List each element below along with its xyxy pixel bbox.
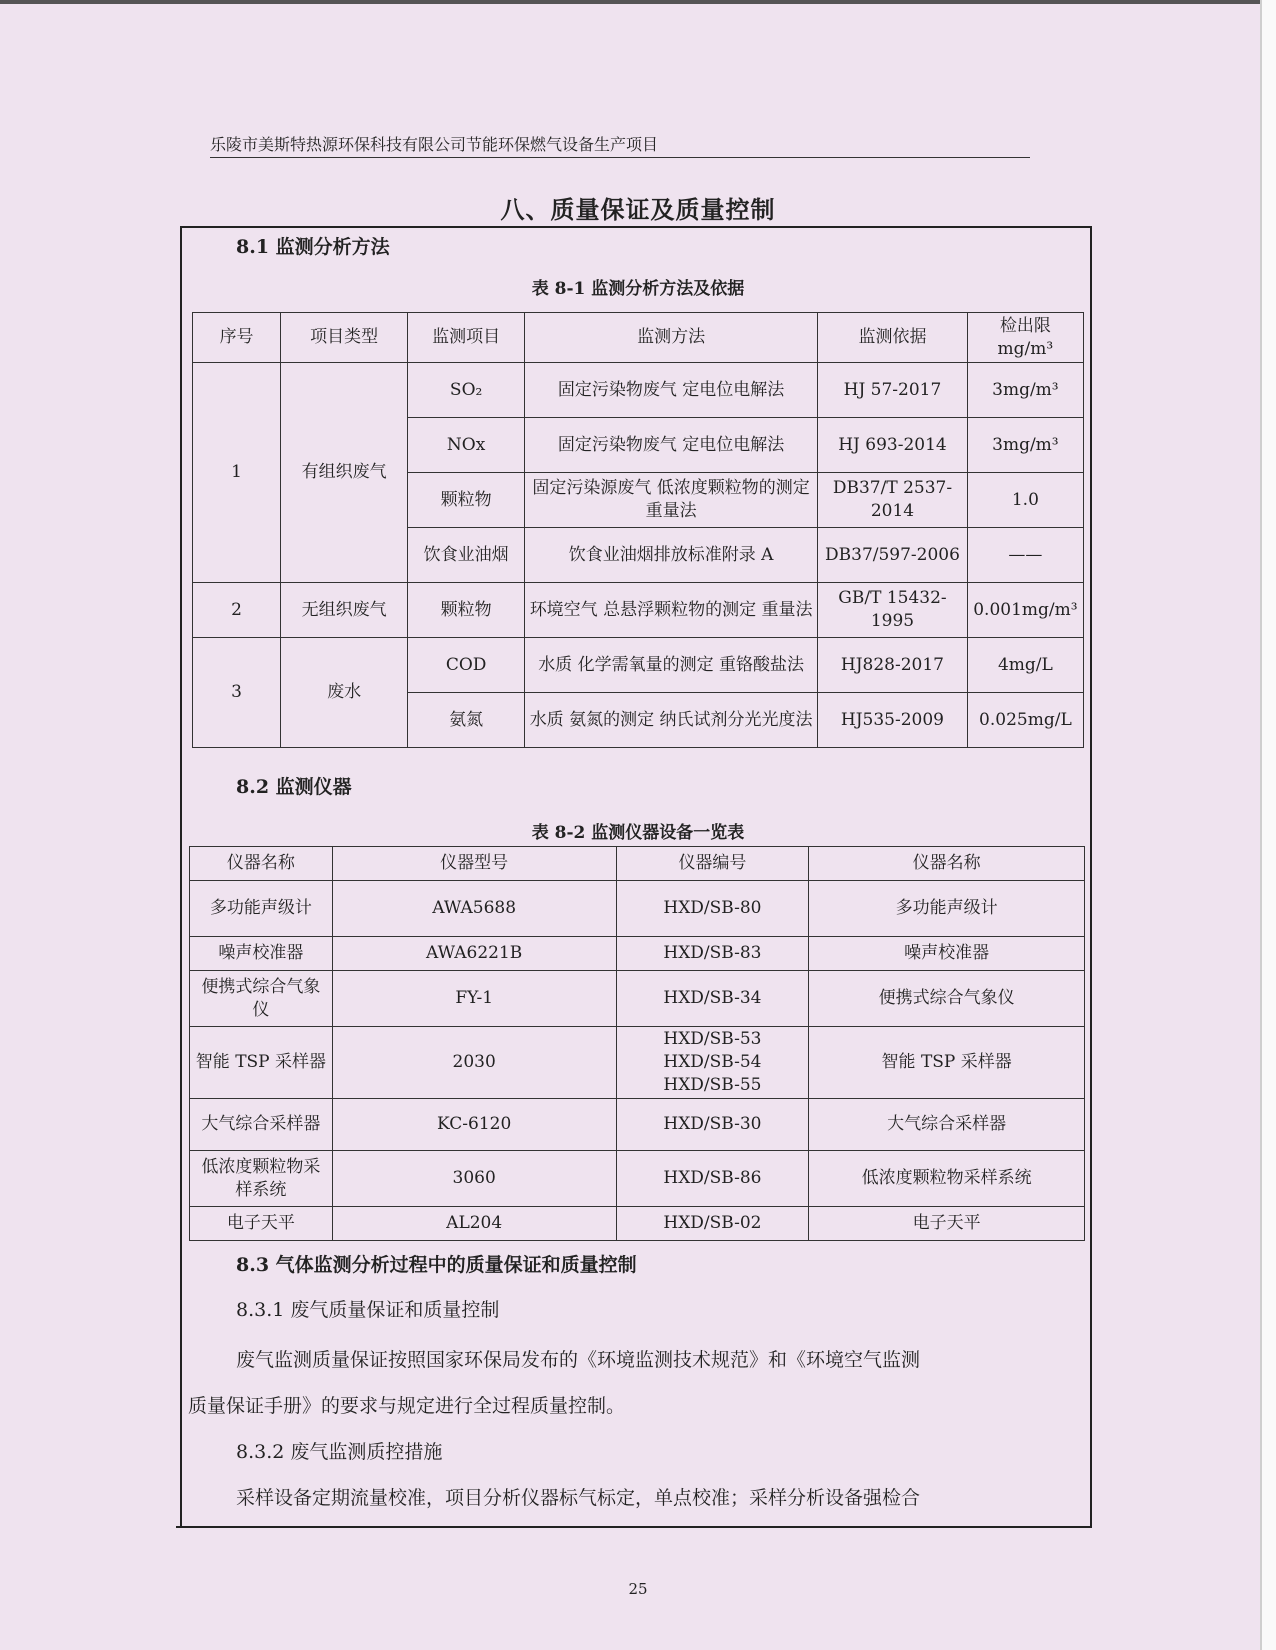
method-cell: 水质 化学需氧量的测定 重铬酸盐法	[525, 638, 818, 693]
name2-cell: 低浓度颗粒物采样系统	[809, 1151, 1085, 1207]
method-cell: 固定污染源废气 低浓度颗粒物的测定 重量法	[525, 473, 818, 528]
method-cell: 环境空气 总悬浮颗粒物的测定 重量法	[525, 583, 818, 638]
code-cell	[616, 1027, 809, 1099]
basis-cell: DB37/T 2537-2014	[818, 473, 968, 528]
paragraph-line: 采样设备定期流量校准，项目分析仪器标气标定，单点校准；采样分析设备强检合	[236, 1487, 921, 1509]
name2-cell: 智能 TSP 采样器	[809, 1027, 1085, 1099]
basis-cell: HJ828-2017	[818, 638, 968, 693]
item-cell: SO₂	[408, 363, 525, 418]
method-cell: 水质 氨氮的测定 纳氏试剂分光光度法	[525, 693, 818, 748]
basis-cell: DB37/597-2006	[818, 528, 968, 583]
limit-header: 检出限	[999, 315, 1051, 336]
name2-cell: 便携式综合气象仪	[809, 971, 1085, 1027]
group-type: 废水	[281, 638, 408, 748]
table-row	[190, 881, 1085, 937]
item-cell: NOx	[408, 418, 525, 473]
limit-cell: 0.001mg/m³	[967, 583, 1083, 638]
code-cell: HXD/SB-86	[616, 1151, 809, 1207]
page-number: 25	[628, 1580, 648, 1598]
content-frame-bottom	[176, 1526, 1092, 1528]
basis-cell: GB/T 15432-1995	[818, 583, 968, 638]
header-cell: 监测方法	[525, 313, 818, 363]
basis-cell: HJ 57-2017	[818, 363, 968, 418]
table-row	[190, 1099, 1085, 1151]
model-cell: KC-6120	[332, 1099, 616, 1151]
heading-8-3-2: 8.3.2 废气监测质控措施	[236, 1441, 443, 1463]
table-header-row	[190, 847, 1085, 881]
header-cell: 监测依据	[818, 313, 968, 363]
model-cell: AWA6221B	[332, 937, 616, 971]
header-cell: 项目类型	[281, 313, 408, 363]
table2-caption: 表 8-2 监测仪器设备一览表	[531, 823, 745, 843]
limit-cell: 1.0	[967, 473, 1083, 528]
code-line: HXD/SB-55	[663, 1075, 762, 1095]
table-row	[190, 1151, 1085, 1207]
model-cell: 2030	[332, 1027, 616, 1099]
header-cell: 监测项目	[408, 313, 525, 363]
table-row	[190, 1207, 1085, 1241]
name-cell: 大气综合采样器	[190, 1099, 333, 1151]
method-cell: 饮食业油烟排放标准附录 A	[525, 528, 818, 583]
item-cell: 颗粒物	[408, 473, 525, 528]
header-cell: 仪器名称	[190, 847, 333, 881]
paragraph-line: 废气监测质量保证按照国家环保局发布的《环境监测技术规范》和《环境空气监测	[236, 1349, 921, 1371]
table-header-row	[193, 313, 1084, 363]
heading-8-3: 8.3 气体监测分析过程中的质量保证和质量控制	[236, 1254, 637, 1276]
page-header: 乐陵市美斯特热源环保科技有限公司节能环保燃气设备生产项目	[210, 132, 1030, 158]
model-cell: AL204	[332, 1207, 616, 1241]
header-cell	[967, 313, 1083, 363]
name2-cell: 大气综合采样器	[809, 1099, 1085, 1151]
limit-unit: mg/m³	[997, 338, 1054, 359]
code-cell: HXD/SB-34	[616, 971, 809, 1027]
code-cell: HXD/SB-80	[616, 881, 809, 937]
method-cell: 固定污染物废气 定电位电解法	[525, 418, 818, 473]
limit-cell: 4mg/L	[967, 638, 1083, 693]
heading-8-2: 8.2 监测仪器	[236, 776, 352, 798]
group-no: 2	[193, 583, 281, 638]
name-cell: 多功能声级计	[190, 881, 333, 937]
group-no: 1	[193, 363, 281, 583]
table-row	[190, 1027, 1085, 1099]
header-cell: 序号	[193, 313, 281, 363]
group-type: 有组织废气	[281, 363, 408, 583]
name-cell: 低浓度颗粒物采样系统	[190, 1151, 333, 1207]
group-type: 无组织废气	[281, 583, 408, 638]
name-cell: 电子天平	[190, 1207, 333, 1241]
item-cell: 氨氮	[408, 693, 525, 748]
code-line: HXD/SB-53	[663, 1029, 762, 1049]
limit-cell: 0.025mg/L	[967, 693, 1083, 748]
paragraph-line: 质量保证手册》的要求与规定进行全过程质量控制。	[188, 1395, 626, 1417]
heading-8-3-1: 8.3.1 废气质量保证和质量控制	[236, 1299, 500, 1321]
group-no: 3	[193, 638, 281, 748]
table-row	[190, 971, 1085, 1027]
table-row	[190, 937, 1085, 971]
code-line: HXD/SB-54	[663, 1052, 762, 1072]
model-cell: AWA5688	[332, 881, 616, 937]
limit-cell: 3mg/m³	[967, 418, 1083, 473]
model-cell: FY-1	[332, 971, 616, 1027]
scan-top-edge	[0, 0, 1276, 4]
table-monitoring-methods	[192, 312, 1084, 748]
code-cell: HXD/SB-30	[616, 1099, 809, 1151]
table-row	[193, 583, 1084, 638]
header-cell: 仪器名称	[809, 847, 1085, 881]
table1-caption: 表 8-1 监测分析方法及依据	[531, 279, 745, 299]
name2-cell: 多功能声级计	[809, 881, 1085, 937]
basis-cell: HJ535-2009	[818, 693, 968, 748]
header-cell: 仪器编号	[616, 847, 809, 881]
item-cell: 颗粒物	[408, 583, 525, 638]
method-cell: 固定污染物废气 定电位电解法	[525, 363, 818, 418]
name2-cell: 噪声校准器	[809, 937, 1085, 971]
limit-cell: 3mg/m³	[967, 363, 1083, 418]
name2-cell: 电子天平	[809, 1207, 1085, 1241]
basis-cell: HJ 693-2014	[818, 418, 968, 473]
code-cell: HXD/SB-02	[616, 1207, 809, 1241]
heading-8-1: 8.1 监测分析方法	[236, 236, 390, 258]
item-cell: 饮食业油烟	[408, 528, 525, 583]
header-cell: 仪器型号	[332, 847, 616, 881]
code-cell: HXD/SB-83	[616, 937, 809, 971]
name-cell: 便携式综合气象仪	[190, 971, 333, 1027]
item-cell: COD	[408, 638, 525, 693]
name-cell: 噪声校准器	[190, 937, 333, 971]
model-cell: 3060	[332, 1151, 616, 1207]
table-row	[193, 638, 1084, 693]
limit-cell: ——	[967, 528, 1083, 583]
table-instruments	[189, 846, 1085, 1241]
table-row	[193, 363, 1084, 418]
name-cell: 智能 TSP 采样器	[190, 1027, 333, 1099]
section-title: 八、质量保证及质量控制	[500, 195, 776, 224]
